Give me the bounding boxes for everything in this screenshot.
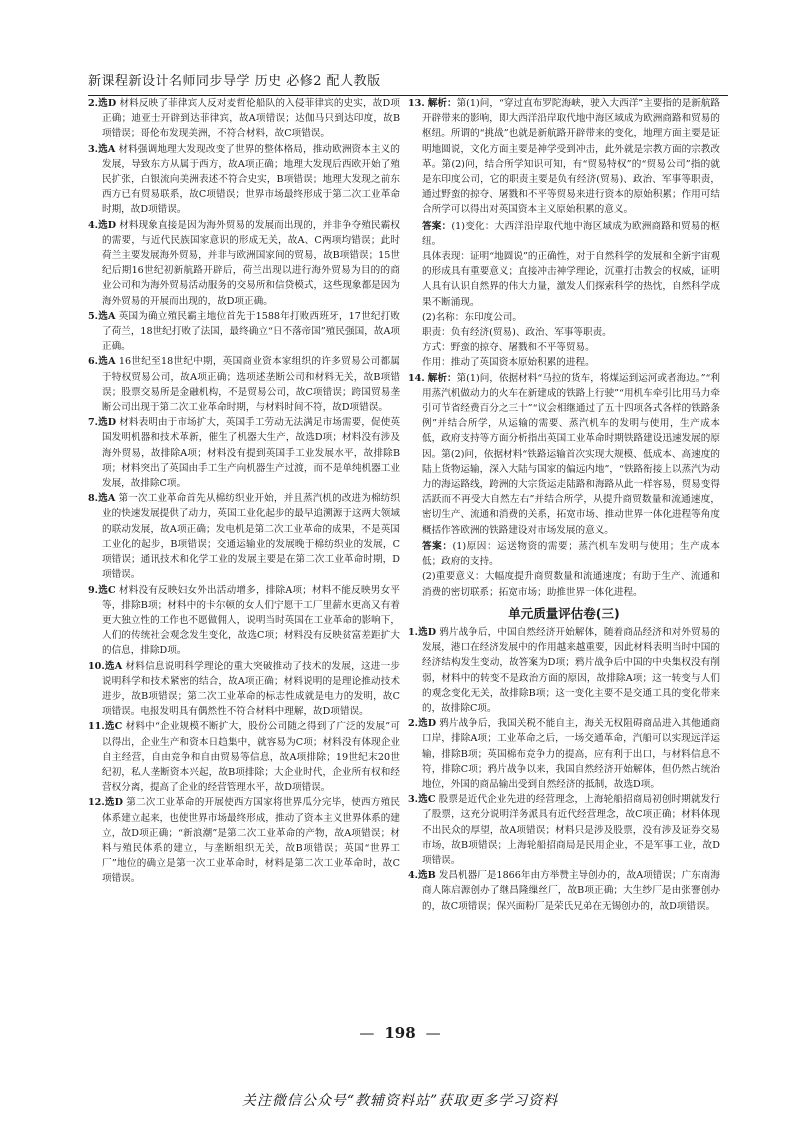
analysis-label: 解析： [427,372,457,384]
page-header [88,70,728,96]
header-title: 新课程新设计名师同步导学 历史 必修2 配人教版 [88,74,381,89]
answer-item [88,659,400,720]
item-number: 4.选D [88,219,117,231]
item-text: 材料中“企业规模不断扩大，股份公司随之得到了广泛的发展”可以得出，企业生产和资本日趋集中，就容易为C项；材料没有体现企业自主经营，自由竞争和自由贸易等信息，故A项排除；19世纪末20世纪初，私人垄断资本兴起，故B项排除；大企业时代，企业所有权和经营权分离，提高了企业的经营管理水平，故D项错误。 [102,721,400,794]
answer-item [88,795,400,886]
item-text: 股票是近代企业先进的经营理念，上海轮船招商局初创时期就发行了股票，这充分说明洋务派具有近代经营理念，故C项正确；材料体现不出民众的厚望，故A项错误；材料只是涉及股票，没有涉及证券交易市场，故B项错误；上海轮船招商局是民用企业，不是军事工业，故D项错误。 [422,794,720,866]
answer-text: (2)名称：东印度公司。 [422,311,522,323]
item-text: 16世纪至18世纪中期，英国商业资本家组织的许多贸易公司都属于特权贸易公司，故A项正确；选项述垄断公司和材料无关，故B项错误；股票交易所是金融机构，不是贸易公司，故C项错误；跨国贸易垄断公司出现于第二次工业革命时期，与材料时间不符，故D项错误。 [102,356,400,414]
answer-item [408,716,720,792]
item-text: 第一次工业革命首先从棉纺织业开始，并且蒸汽机的改进为棉纺织业的快速发展提供了动力，英国工业化起步的最早追溯源于这两大领域的联动发展，故A项正确；发电机是第二次工业革命的成果，不是英国工业化的起步，B项错误；交通运输业的发展晚于棉纺织业的发展，C项错误；通讯技术和化学工业的发展主要是在第二次工业革命时期，D项错误。 [102,493,400,581]
footer-note: 关注微信公众号“教辅资料站”获取更多学习资料 [241,1093,559,1109]
analysis-label: 解析： [427,98,457,109]
answer-item [88,415,400,491]
item-text: 材料信息说明科学理论的重大突破推动了技术的发展，这进一步说明科学和技术紧密的结合，故A项正确；材料说明的是理论推动技术进步，故B项错误；第二次工业革命的标志性成就是电力的发明，故C项错误。电报发明具有偶然性不符合材料中理解，故D项错误。 [102,660,400,718]
item-number: 13. [408,98,425,109]
answer-text: 作用：推动了英国资本原始积累的进程。 [422,357,595,369]
item-text: 鸦片战争后，我国关税不能自主，海关无权阻碍商品进入其他通商口岸，排除A项；工业革命之后，一场交通革命，汽船可以实现远洋运输，排除B项；英国棉布竞争力的提高，应有利于出口，与材料信息不符，排除C项；鸦片战争以来，我国自然经济开始解体，但仍然占统治地位，外国的商品输出受到自然经济的抵制，故选D项。 [422,718,720,790]
item-number: 3.选C [408,794,436,806]
answer-line [422,539,720,569]
item-number: 14. [408,372,425,384]
answer-item [88,218,400,309]
item-number: 10.选A [88,660,123,672]
answer-label: 答案： [422,220,452,232]
answer-line [422,219,720,249]
item-text: 第二次工业革命的开展使西方国家将世界瓜分完毕，使西方殖民体系建立起来，也使世界市场最终形成，推动了资本主义世界体系的建立，故D项正确；“新浪潮”是第二次工业革命的产物，故A项错误；材料与殖民体系的建立，与垄断组织无关，故B项错误；英国“世界工厂”地位的确立是第一次工业革命时，材料是第二次工业革命时，故C项错误。 [102,797,400,885]
item-number: 2.选D [88,98,117,109]
item-text: 发昌机器厂是1866年由方举赞主导创办的，故A项错误；广东南海商人陈启源创办了继昌隆缫丝厂，故B项正确；大生纱厂是由张謇创办的，故C项错误；保兴面粉厂是荣氏兄弟在无锡创办的，故D项错误。 [422,870,721,912]
item-text: 第(1)问，依据材料“马拉的货车，将煤运到运河或者海边。”“利用蒸汽机做动力的火车在新建成的铁路上行驶”“用机车牵引比用马力牵引可节省经费百分之三十”“议会相继通过了五十四项各式各样的铁路条例”并结合所学，从运输的需要、蒸汽机车的发明与使用，生产成本低，政府支持等方面分析指出英国工业革命时期铁路建设迅速发展的原因。第(2)问，依据材料“铁路运输首次实现大规模、低成本、高速度的陆上货物运输，深入大陆与国家的偏远内地”，“铁路衔接上以蒸汽为动力的海运路线，跨洲的大宗货运走陆路和海路从此一样容易，贸易变得活跃而不再受大自然左右”并结合所学，从提升商贸数量和流通速度，密切生产、流通和消费的关系，拓宽市场、推动世界一体化进程等角度概括作答欧洲的铁路建设对市场发展的意义。 [422,372,720,536]
answer-item [88,491,400,582]
answer-text: 职责：负有经济(贸易)、政治、军事等职责。 [422,327,612,339]
left-column [88,96,400,887]
right-column [408,96,720,914]
answer-text: (1)原因：运送物资的需要；蒸汽机车发明与使用；生产成本低；政府的支持。 [422,540,721,568]
answer-line [422,355,720,370]
item-number: 12.选D [88,797,123,809]
item-text: 材料强调地理大发现改变了世界的整体格局，推动欧洲资本主义的发展，导致东方从属于西方，故A项正确；地理大发现后西欧开始了殖民扩张，白银流向美洲表述不符合史实，B项错误；地理大发现之前东西方已有贸易联系，故C项错误；世界市场最终形成于第二次工业革命时期，故D项错误。 [102,143,400,216]
answer-text: 方式：野蛮的掠夺、屠戮和不平等贸易。 [422,342,595,354]
answer-line [422,310,720,325]
answer-text: (1)变化：大西洋沿岸取代地中海区域成为欧洲商路和贸易的枢纽。 [422,220,720,247]
item-text: 材料没有反映妇女外出活动增多，排除A项；材料不能反映男女平等，排除B项；材料中的卡尔顿的女人们宁愿干工厂里薪水更高又有着更大独立性的工作也不愿做佣人，说明当时英国在工业革命的影响下，人们的传统社会观念发生变化，故选C项；材料没有反映贫富差距扩大的信息，排除D项。 [102,584,400,657]
item-number: 7.选D [88,417,117,429]
answer-item [88,583,400,659]
answer-block [408,539,720,600]
item-text: 第(1)问，“穿过直布罗陀海峡，驶入大西洋”主要指的是新航路开辟带来的影响，即大西洋沿岸取代地中海区域成为欧洲商路和贸易的枢纽。所谓的“挑战”也就是新航路开辟带来的变化，地理方面主要是证明地圆说，文化方面主要是神学受到冲击，此外就是宗教方面的宗教改革。第(2)问，结合所学知识可知，有“贸易特权”的“贸易公司”指的就是东印度公司，它的职责主要是负有经济(贸易)、政治、军事等职责，通过野蛮的掠夺、屠戮和不平等贸易来进行资本的原始积累；作用可结合所学可以得出对英国资本主义原始积累的意义。 [422,98,720,216]
item-number: 8.选A [88,493,116,505]
section-title: 单元质量评估卷(三) [508,605,620,621]
answer-item [408,792,720,868]
answer-item [88,354,400,415]
item-number: 3.选A [88,143,116,155]
item-number: 1.选D [408,626,437,638]
item-number: 9.选C [88,584,116,596]
answer-line [422,340,720,355]
answer-line [422,249,720,310]
item-number: 2.选D [408,718,437,730]
answer-label: 答案： [422,540,453,552]
answer-text: 具体表现：证明“地圆说”的正确性，对于自然科学的发展和全新宇宙观的形成具有重要意义；直接冲击神学理论，沉重打击教会的权威，证明人具有认识自然界的伟大力量，激发人们探索科学的热忱，自然科学成果不断涌现。 [422,251,720,308]
answer-block [408,219,720,371]
answer-text: (2)重要意义：大幅度提升商贸数量和流通速度；有助于生产、流通和消费的密切联系；拓宽市场；助推世界一体化进程。 [422,571,720,598]
item-text: 鸦片战争后，中国自然经济开始解体，随着商品经济和对外贸易的发展，港口在经济发展中的作用越来越重要，因此材料表明当时中国的经济结构发生变动，故答案为D项；鸦片战争后中国的中央集权没有削弱，材料中的转变不是政治方面的原因，故排除A项；这一转变与人们的观念变化无关，故排除B项；这一变化主要不是交通工具的变化带来的，故排除C项。 [422,626,720,714]
item-text: 材料现象直接是因为海外贸易的发展而出现的，并非争夺殖民霸权的需要，与近代民族国家意识的形成无关，故A、C两项均错误；此时荷兰主要发展海外贸易，并非与欧洲国家间的贸易，故B项错误；15世纪后期16世纪初新航路开辟后，荷兰出现以进行海外贸易为目的的商业公司和为海外贸易活动服务的交易所和信贷模式，这些现象都是因为海外贸易的开展而出现的，故D项正确。 [102,219,400,307]
item-number: 11.选C [88,721,123,733]
answer-line [422,569,720,599]
page-number-value: 198 [384,1024,416,1042]
answer-line [422,325,720,340]
answer-item [88,719,400,795]
answer-item [88,309,400,355]
answer-item [408,371,720,538]
answer-item [408,625,720,716]
item-text: 材料反映了菲律宾人反对麦哲伦船队的入侵菲律宾的史实，故D项正确；迪亚士开辟到达菲律宾，故A项错误；达伽马只到达印度，故B项错误；哥伦布发现美洲，不符合材料，故C项错误。 [102,98,400,140]
answer-item [408,868,720,914]
item-number: 4.选B [408,870,436,882]
answer-item [88,142,400,218]
item-text: 材料表明由于市场扩大，英国手工劳动无法满足市场需要，促使英国发明机器和技术革新，催生了机器大生产，故选D项；材料没有涉及海外贸易，故排除A项；材料没有提到英国手工业发展水平，故排除B项；材料突出了英国由手工生产向机器生产过渡，而不是单纯机器工业发展，故排除C项。 [102,417,400,490]
item-number: 5.选A [88,310,116,322]
answer-item [88,96,400,142]
item-text: 英国为确立殖民霸主地位首先于1588年打败西班牙，17世纪打败了荷兰，18世纪打败了法国，最终确立“日不落帝国”殖民强国，故A项正确。 [102,310,401,353]
item-number: 6.选A [88,356,116,368]
page-number: — 198 — [359,1024,441,1042]
answer-item [408,96,720,218]
